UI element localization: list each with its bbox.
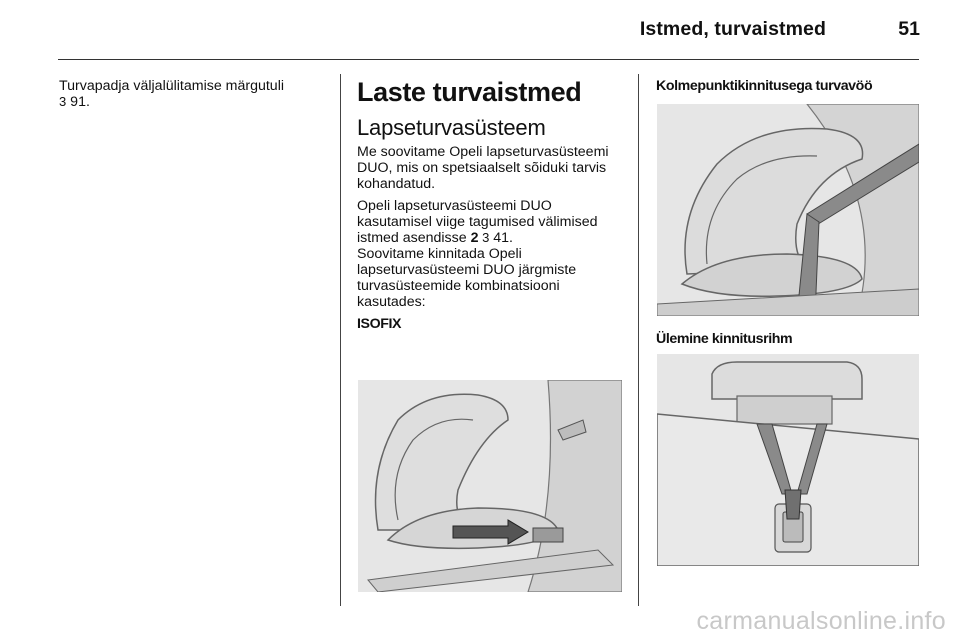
seat-position-number: 2 [470, 230, 479, 246]
sub-title: Lapseturvasüsteem [357, 115, 546, 140]
header-title: Istmed, turvaistmed [639, 18, 826, 40]
three-point-belt-illustration [657, 104, 919, 316]
page-number: 51 [898, 18, 920, 40]
xref-arrow-icon: 3 [59, 94, 67, 109]
three-point-belt-label: Kolmepunktikinnitusega turvavöö [656, 78, 873, 94]
column-divider-right [638, 74, 639, 606]
airbag-indicator-text: Turvapadja väljalülitamise märgutuli [59, 78, 284, 94]
top-tether-illustration [657, 354, 919, 566]
isofix-label: ISOFIX [357, 316, 402, 332]
column-right [656, 78, 921, 94]
watermark: carmanualsonline.info [696, 607, 946, 635]
top-tether-label: Ülemine kinnitusrihm [656, 331, 793, 347]
airbag-indicator-note [59, 78, 324, 110]
header-divider [58, 59, 919, 60]
column-left [59, 78, 324, 116]
xref-page[interactable]: 41. [489, 230, 513, 246]
column-middle [357, 78, 622, 332]
column-divider-left [340, 74, 341, 606]
paragraph-recommend: Me soovitame Opeli lapseturvasüsteemi DUO, mis on spetsiaalselt sõiduki tarvis kohandatud. [357, 144, 609, 192]
paragraph-combination: Soovitame kinnitada Opeli lapseturvasüsteemi DUO järgmiste turvasüsteemide kombinatsiooni kasutades: [357, 246, 577, 310]
seat-position-text: Opeli lapseturvasüsteemi DUO kasutamisel viige tagumised välimised istmed asendisse [357, 198, 598, 246]
xref-page[interactable]: 91. [66, 94, 90, 110]
isofix-illustration [358, 380, 622, 592]
section-title: Laste turvaistmed [357, 77, 582, 107]
xref-arrow-icon: 3 [478, 230, 490, 245]
paragraph-seat-position [357, 198, 622, 246]
